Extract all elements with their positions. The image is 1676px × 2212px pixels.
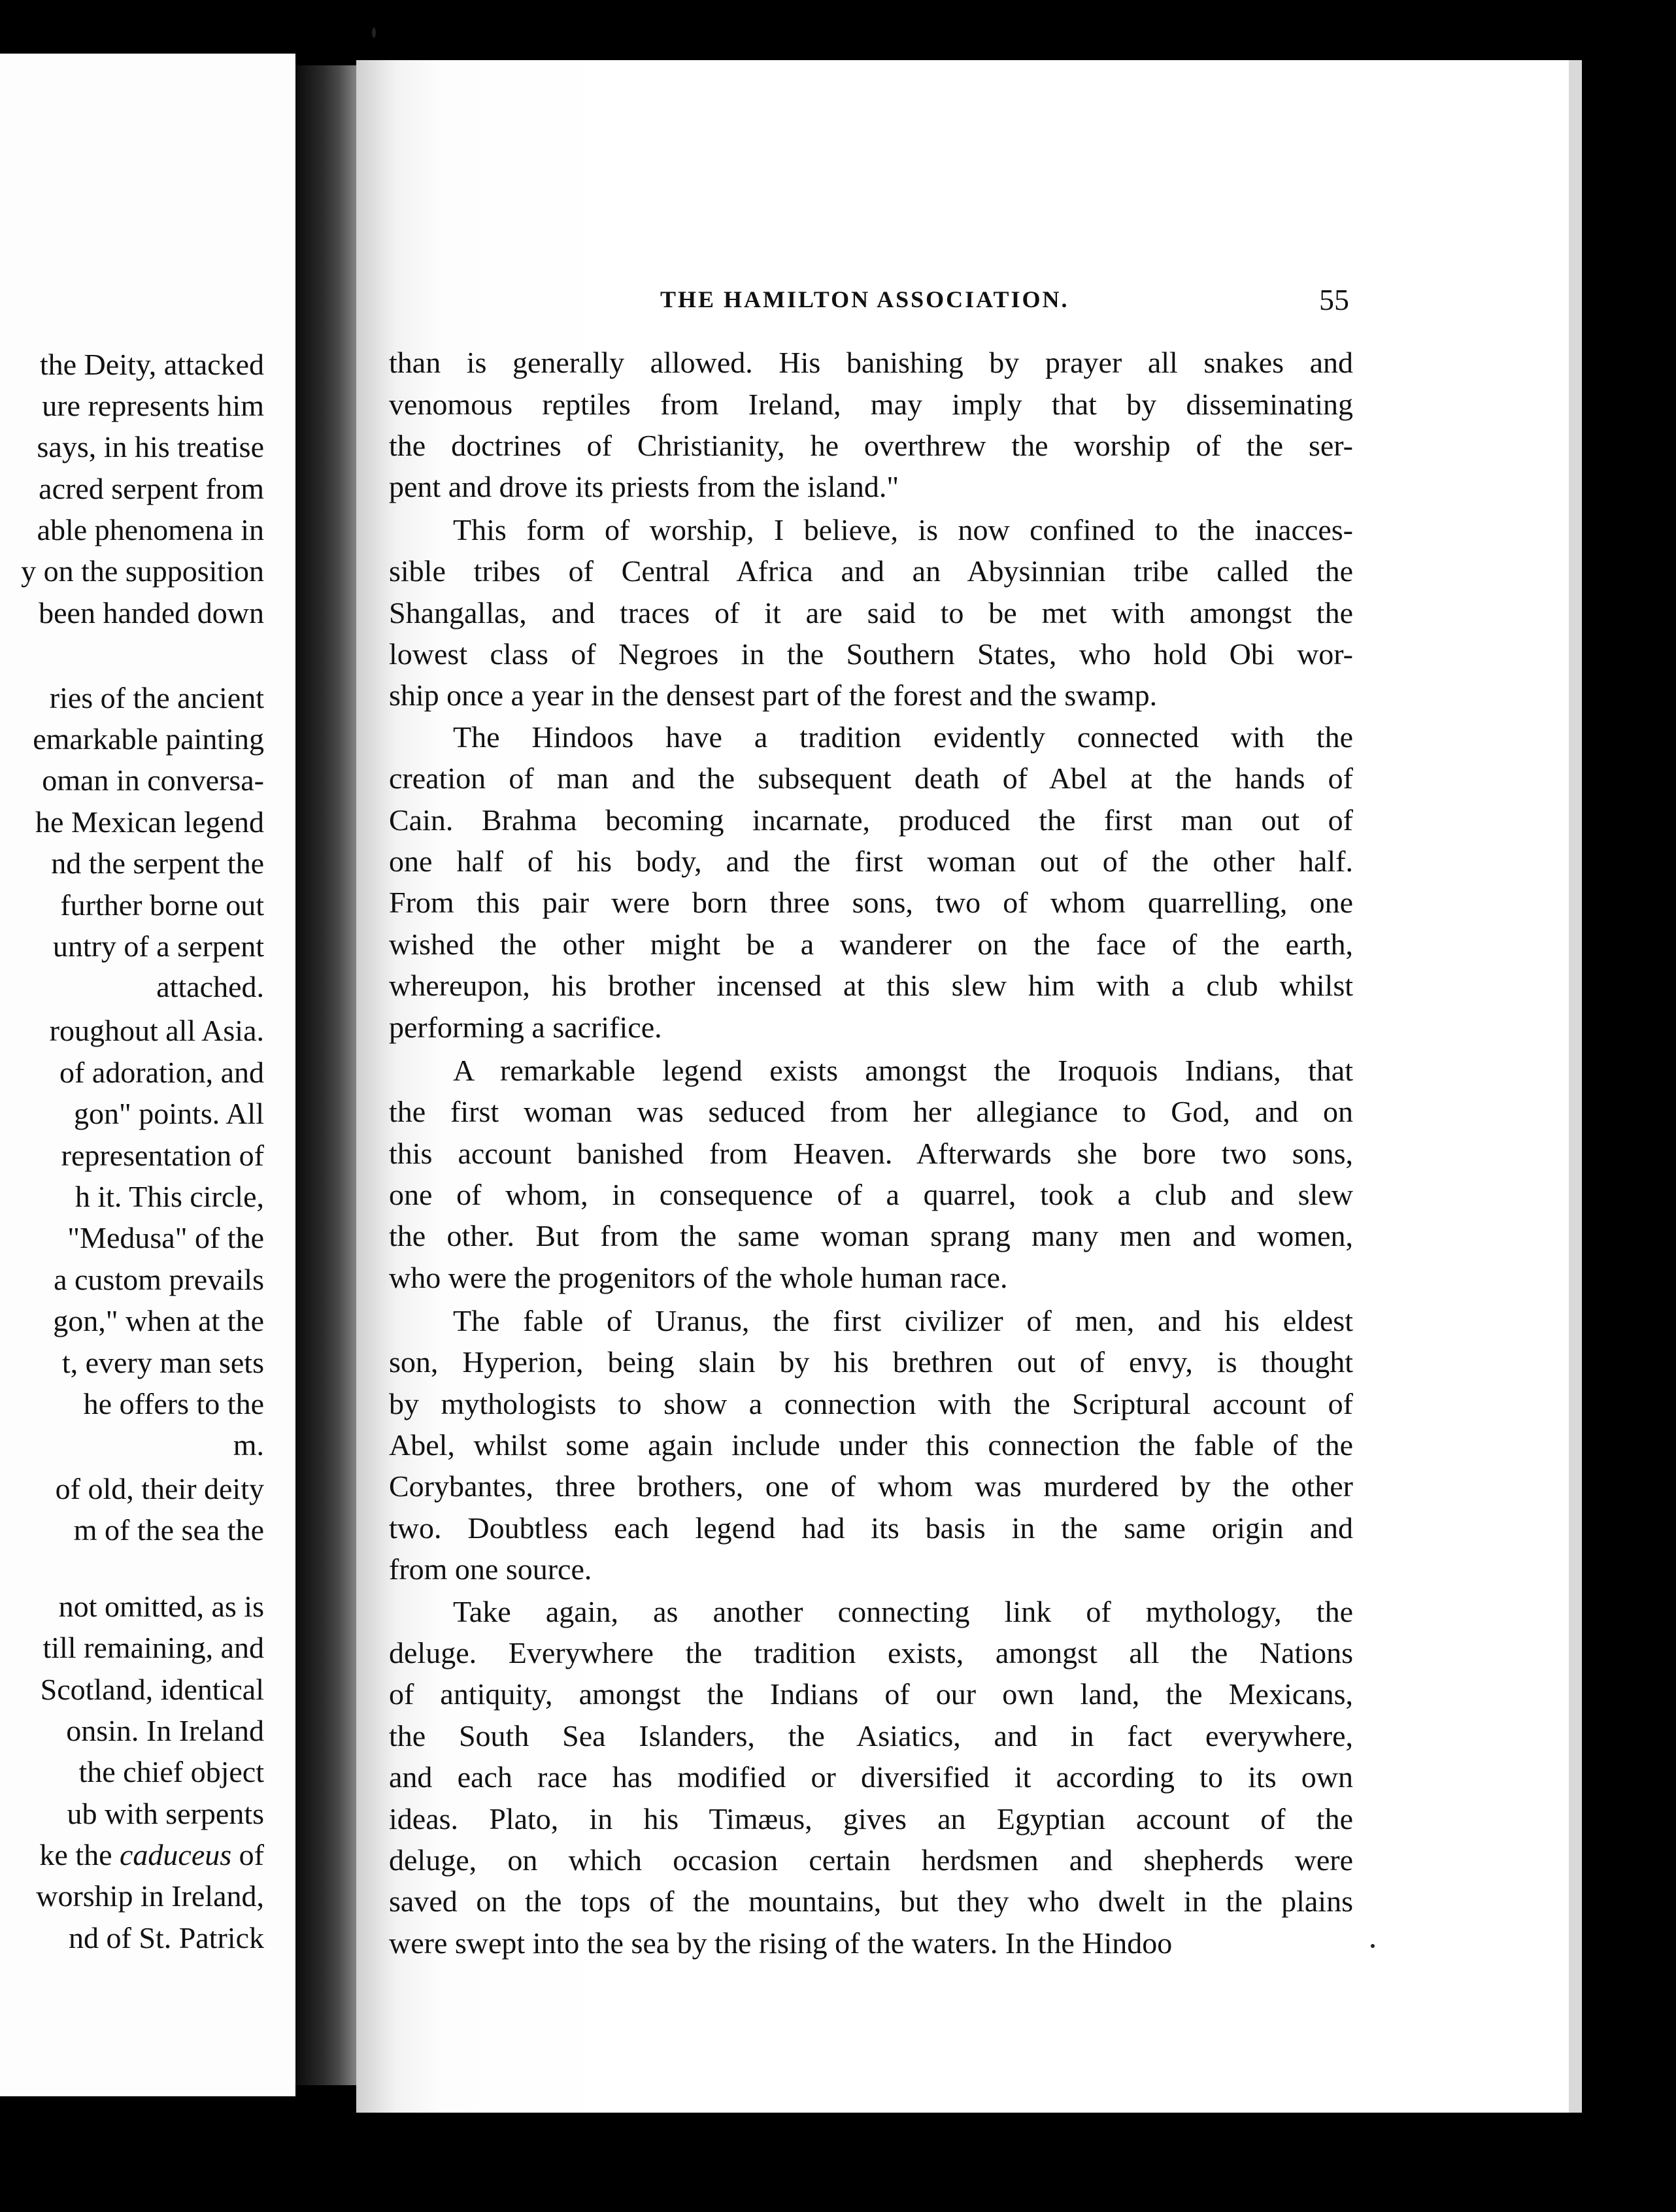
left-page-line: y on the supposition: [21, 554, 264, 588]
body-line: deluge, on which occasion certain herdsmen and shepherds were: [389, 1843, 1353, 1877]
body-line: than is generally allowed. His banishing by prayer all snakes and: [389, 346, 1353, 379]
left-page-line: ries of the ancient: [49, 681, 264, 714]
print-speck: [1371, 1944, 1375, 1948]
body-line: saved on the tops of the mountains, but they who dwelt in the plains: [389, 1885, 1353, 1918]
left-page-line: says, in his treatise: [37, 430, 264, 463]
left-page-line: of old, their deity: [55, 1472, 264, 1505]
body-line: wished the other might be a wanderer on the face of the earth,: [389, 928, 1353, 961]
left-page-line: t, every man sets: [61, 1346, 264, 1379]
left-page-line: not omitted, as is: [58, 1590, 264, 1623]
body-line: were swept into the sea by the rising of the waters. In the Hindoo: [389, 1926, 1173, 1960]
body-line: one of whom, in consequence of a quarrel, took a club and slew: [389, 1178, 1353, 1211]
left-page-line: ub with serpents: [67, 1797, 264, 1830]
left-page-line: representation of: [61, 1139, 264, 1172]
body-line: this account banished from Heaven. Afterwards she bore two sons,: [389, 1137, 1353, 1170]
body-line: the other. But from the same woman sprang many men and women,: [389, 1219, 1353, 1252]
left-page-line: nd the serpent the: [51, 846, 264, 880]
body-line: venomous reptiles from Ireland, may imply that by disseminating: [389, 388, 1353, 421]
body-line: deluge. Everywhere the tradition exists, amongst all the Nations: [389, 1636, 1353, 1669]
body-line: one half of his body, and the first woman out of the other half.: [389, 845, 1353, 878]
left-facing-page: [0, 54, 295, 2096]
body-line: Corybantes, three brothers, one of whom was murdered by the other: [389, 1469, 1353, 1503]
left-page-line: untry of a serpent: [52, 930, 264, 963]
body-line: Abel, whilst some again include under this connection the fable of the: [389, 1428, 1353, 1462]
left-page-line: m.: [233, 1428, 264, 1462]
body-line: ship once a year in the densest part of the forest and the swamp.: [389, 679, 1158, 712]
body-line: The Hindoos have a tradition evidently connected with the: [453, 720, 1353, 754]
body-line: the South Sea Islanders, the Asiatics, and in fact everywhere,: [389, 1719, 1353, 1752]
left-page-line: h it. This circle,: [75, 1180, 264, 1213]
body-line: sible tribes of Central Africa and an Abysinnian tribe called the: [389, 554, 1353, 588]
body-line: whereupon, his brother incensed at this slew him with a club whilst: [389, 969, 1353, 1002]
body-line: and each race has modified or diversified it according to its own: [389, 1760, 1353, 1794]
body-line: by mythologists to show a connection with the Scriptural account of: [389, 1387, 1353, 1420]
body-line: from one source.: [389, 1552, 592, 1586]
body-line: Cain. Brahma becoming incarnate, produced the first man out of: [389, 803, 1353, 837]
left-page-line: m of the sea the: [73, 1513, 264, 1547]
left-page-line: further borne out: [60, 888, 264, 922]
left-page-line: ke the caduceus of: [39, 1838, 264, 1871]
body-line: A remarkable legend exists amongst the Iroquois Indians, that: [453, 1054, 1353, 1087]
left-page-line: "Medusa" of the: [67, 1221, 264, 1254]
page-edge: [1569, 60, 1582, 2113]
body-line: pent and drove its priests from the island.": [389, 470, 899, 503]
left-page-line: of adoration, and: [59, 1056, 264, 1089]
left-page-line: gon," when at the: [53, 1304, 264, 1337]
body-line: lowest class of Negroes in the Southern States, who hold Obi wor-: [389, 637, 1353, 671]
left-page-line: attached.: [156, 970, 264, 1003]
left-page-line: oman in conversa-: [42, 763, 264, 797]
left-page-line: able phenomena in: [37, 513, 264, 546]
body-line: son, Hyperion, being slain by his brethren out of envy, is thought: [389, 1345, 1353, 1379]
left-page-line: the Deity, attacked: [39, 348, 264, 381]
left-page-line: worship in Ireland,: [36, 1879, 264, 1913]
left-page-line: he Mexican legend: [35, 805, 264, 839]
body-line: The fable of Uranus, the first civilizer of men, and his eldest: [453, 1304, 1353, 1337]
left-page-line: roughout all Asia.: [49, 1014, 264, 1047]
left-page-line: Scotland, identical: [40, 1673, 264, 1706]
body-line: the first woman was seduced from her allegiance to God, and on: [389, 1095, 1353, 1128]
body-line: of antiquity, amongst the Indians of our own land, the Mexicans,: [389, 1677, 1353, 1711]
body-line: performing a sacrifice.: [389, 1011, 662, 1044]
left-page-line: he offers to the: [83, 1387, 264, 1420]
body-line: two. Doubtless each legend had its basis in the same origin and: [389, 1511, 1353, 1545]
print-speck: [372, 27, 376, 38]
body-line: ideas. Plato, in his Timæus, gives an Egyptian account of the: [389, 1802, 1353, 1835]
body-line: Take again, as another connecting link of mythology, the: [453, 1595, 1353, 1628]
left-page-line: been handed down: [39, 596, 264, 629]
left-page-line: the chief object: [78, 1755, 264, 1788]
left-page-line: ure represents him: [42, 389, 264, 422]
left-page-line: till remaining, and: [42, 1631, 264, 1664]
page-number: 55: [1319, 283, 1349, 316]
body-line: creation of man and the subsequent death of Abel at the hands of: [389, 762, 1353, 795]
body-line: Shangallas, and traces of it are said to be met with amongst the: [389, 596, 1353, 629]
body-line: This form of worship, I believe, is now confined to the inacces-: [453, 513, 1353, 546]
left-page-line: gon" points. All: [74, 1097, 264, 1130]
left-page-line: emarkable painting: [33, 722, 264, 756]
running-head: THE HAMILTON ASSOCIATION.: [660, 286, 1069, 312]
left-page-line: nd of St. Patrick: [69, 1921, 264, 1954]
body-line: the doctrines of Christianity, he overthrew the worship of the ser-: [389, 429, 1353, 462]
body-line: who were the progenitors of the whole human race.: [389, 1261, 1008, 1294]
left-page-line: a custom prevails: [54, 1263, 264, 1296]
body-line: From this pair were born three sons, two of whom quarrelling, one: [389, 886, 1353, 919]
left-page-line: onsin. In Ireland: [66, 1714, 264, 1747]
left-page-line: acred serpent from: [39, 472, 264, 505]
